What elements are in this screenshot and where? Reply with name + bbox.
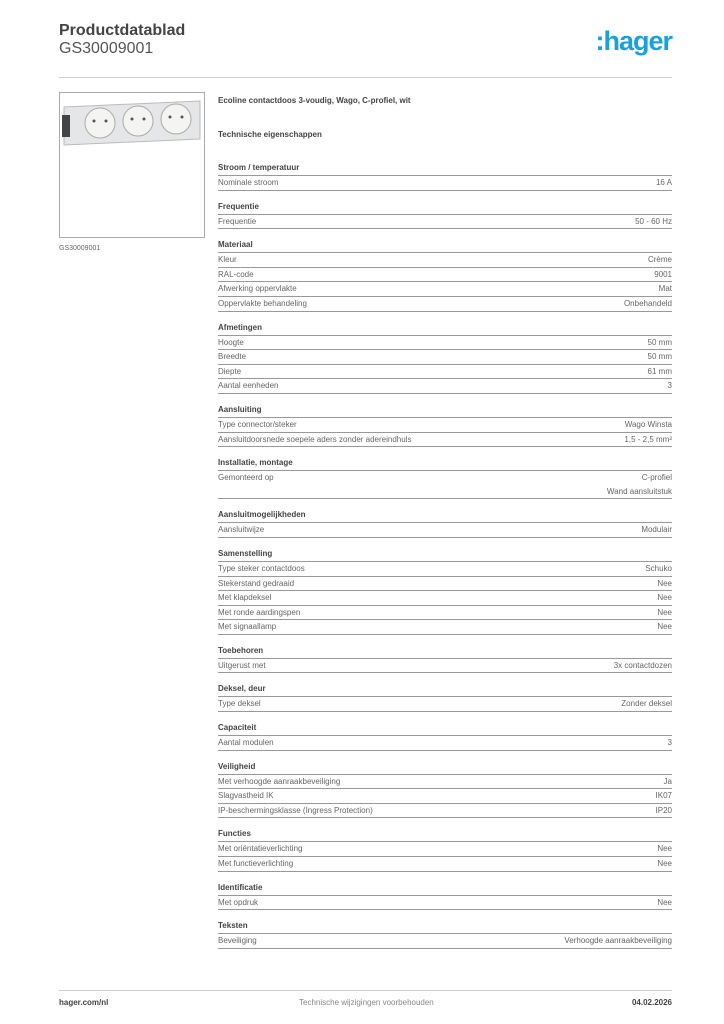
spec-label: Aantal modulen <box>218 738 274 748</box>
spec-label: Met opdruk <box>218 897 259 907</box>
spec-value: Nee <box>657 622 672 632</box>
spec-row <box>218 336 672 351</box>
spec-row <box>218 577 672 592</box>
spec-label: Hoogte <box>218 337 244 347</box>
footer-divider <box>59 990 672 991</box>
spec-label: Met ronde aardingspen <box>218 607 301 617</box>
spec-label: Aansluitwijze <box>218 525 265 535</box>
spec-section <box>218 403 672 447</box>
spec-row <box>218 804 672 819</box>
spec-label: Met verhoogde aanraakbeveiliging <box>218 776 341 786</box>
spec-row <box>218 523 672 538</box>
spec-row <box>218 562 672 577</box>
spec-section <box>218 508 672 538</box>
spec-value: 3 <box>667 381 672 391</box>
spec-label: Type connector/steker <box>218 419 297 429</box>
spec-row <box>218 365 672 380</box>
spec-label: Slagvastheid IK <box>218 791 274 801</box>
spec-label: Uitgerust met <box>218 660 266 670</box>
spec-section <box>218 161 672 191</box>
product-image <box>59 92 205 238</box>
spec-value: Schuko <box>645 563 672 573</box>
spec-row <box>218 297 672 312</box>
spec-value: 3 <box>667 738 672 748</box>
spec-value: 50 mm <box>647 337 672 347</box>
spec-section <box>218 456 672 499</box>
page-title: Productdatablad <box>59 22 186 39</box>
spec-row <box>218 606 672 621</box>
spec-row <box>218 253 672 268</box>
spec-value: Mat <box>658 284 672 294</box>
spec-label: Oppervlakte behandeling <box>218 298 307 308</box>
spec-label: Type deksel <box>218 699 261 709</box>
spec-value: Nee <box>657 844 672 854</box>
spec-value: 50 - 60 Hz <box>635 216 672 226</box>
spec-row <box>218 215 672 230</box>
divider <box>59 77 672 78</box>
spec-value: 9001 <box>654 269 672 279</box>
spec-value: Nee <box>657 607 672 617</box>
spec-label: Frequentie <box>218 216 257 226</box>
spec-sections <box>218 161 672 949</box>
spec-label: Gemonteerd op <box>218 473 274 483</box>
section-heading: Veiligheid <box>218 760 672 775</box>
section-heading: Aansluiting <box>218 403 672 418</box>
spec-value: Nee <box>657 578 672 588</box>
spec-label: Diepte <box>218 366 242 376</box>
section-heading: Toebehoren <box>218 644 672 659</box>
spec-row <box>218 896 672 911</box>
spec-section <box>218 760 672 819</box>
section-heading: Afmetingen <box>218 321 672 336</box>
spec-value: Modulair <box>641 525 672 535</box>
product-code: GS30009001 <box>59 40 154 57</box>
spec-row <box>218 620 672 635</box>
spec-row <box>218 775 672 790</box>
spec-value: Nee <box>657 593 672 603</box>
spec-section <box>218 827 672 871</box>
spec-label: Beveiliging <box>218 936 257 946</box>
spec-row <box>218 350 672 365</box>
spec-label: Nominale stroom <box>218 178 279 187</box>
spec-value: Crème <box>647 255 672 265</box>
spec-label: Type steker contactdoos <box>218 563 305 573</box>
spec-label: Stekerstand gedraaid <box>218 578 295 588</box>
spec-value: 1,5 - 2,5 mm² <box>624 434 672 444</box>
spec-value: Nee <box>657 897 672 907</box>
section-heading: Frequentie <box>218 200 672 215</box>
spec-value: 50 mm <box>647 352 672 362</box>
spec-value: IP20 <box>655 805 672 815</box>
spec-label: Met signaallamp <box>218 622 277 632</box>
spec-value: 16 A <box>655 178 672 187</box>
spec-section <box>218 644 672 674</box>
section-heading: Teksten <box>218 919 672 934</box>
spec-row <box>218 736 672 751</box>
tech-heading: Technische eigenschappen <box>218 130 322 139</box>
spec-row <box>218 471 672 499</box>
spec-row <box>218 934 672 949</box>
spec-value: Ja <box>663 776 672 786</box>
spec-section <box>218 238 672 311</box>
spec-value: C-profiel Wand aansluitstuk <box>606 473 672 496</box>
spec-value: 3x contactdozen <box>613 660 672 670</box>
spec-row <box>218 591 672 606</box>
spec-label: RAL-code <box>218 269 254 279</box>
spec-label: Aantal eenheden <box>218 381 279 391</box>
spec-section <box>218 881 672 911</box>
spec-row <box>218 268 672 283</box>
section-heading: Functies <box>218 827 672 842</box>
spec-row <box>218 857 672 872</box>
spec-value: Wago Winsta <box>624 419 672 429</box>
footer-date: 04.02.2026 <box>631 998 672 1007</box>
spec-row <box>218 842 672 857</box>
section-heading: Deksel, deur <box>218 682 672 697</box>
spec-section <box>218 721 672 751</box>
section-heading: Installatie, montage <box>218 456 672 471</box>
spec-label: Breedte <box>218 352 247 362</box>
spec-row <box>218 418 672 433</box>
spec-label: Met functieverlichting <box>218 859 294 869</box>
spec-label: Met klapdeksel <box>218 593 272 603</box>
spec-row <box>218 789 672 804</box>
spec-value: IK07 <box>655 791 672 801</box>
spec-label: Afwerking oppervlakte <box>218 284 297 294</box>
spec-content <box>218 96 672 958</box>
spec-value: Nee <box>657 859 672 869</box>
footer-site: hager.com/nl <box>59 998 109 1007</box>
spec-row <box>218 176 672 191</box>
spec-row <box>218 659 672 674</box>
hager-logo: :hager <box>595 26 672 56</box>
section-heading: Stroom / temperatuur <box>218 161 672 176</box>
spec-row <box>218 697 672 712</box>
section-heading: Samenstelling <box>218 547 672 562</box>
spec-label: IP-beschermingsklasse (Ingress Protection) <box>218 805 373 815</box>
spec-value: Onbehandeld <box>623 298 672 308</box>
footer-note: Technische wijzigingen voorbehouden <box>299 998 434 1007</box>
spec-row <box>218 282 672 297</box>
section-heading: Identificatie <box>218 881 672 896</box>
spec-section <box>218 547 672 635</box>
section-heading: Capaciteit <box>218 721 672 736</box>
section-heading: Materiaal <box>218 238 672 253</box>
spec-section <box>218 682 672 712</box>
spec-label: Met oriëntatieverlichting <box>218 844 303 854</box>
spec-row <box>218 433 672 448</box>
spec-value: 61 mm <box>647 366 672 376</box>
spec-label: Kleur <box>218 255 237 265</box>
spec-section <box>218 321 672 394</box>
spec-value: Verhoogde aanraakbeveiliging <box>564 936 672 946</box>
spec-row <box>218 379 672 394</box>
image-caption: GS30009001 <box>59 245 101 252</box>
section-heading: Aansluitmogelijkheden <box>218 508 672 523</box>
product-description: Ecoline contactdoos 3-voudig, Wago, C-profiel, wit <box>218 96 411 105</box>
spec-label: Aansluitdoorsnede soepele aders zonder adereindhuls <box>218 434 412 444</box>
spec-section <box>218 200 672 230</box>
spec-value: Zonder deksel <box>621 699 672 709</box>
spec-section <box>218 919 672 949</box>
